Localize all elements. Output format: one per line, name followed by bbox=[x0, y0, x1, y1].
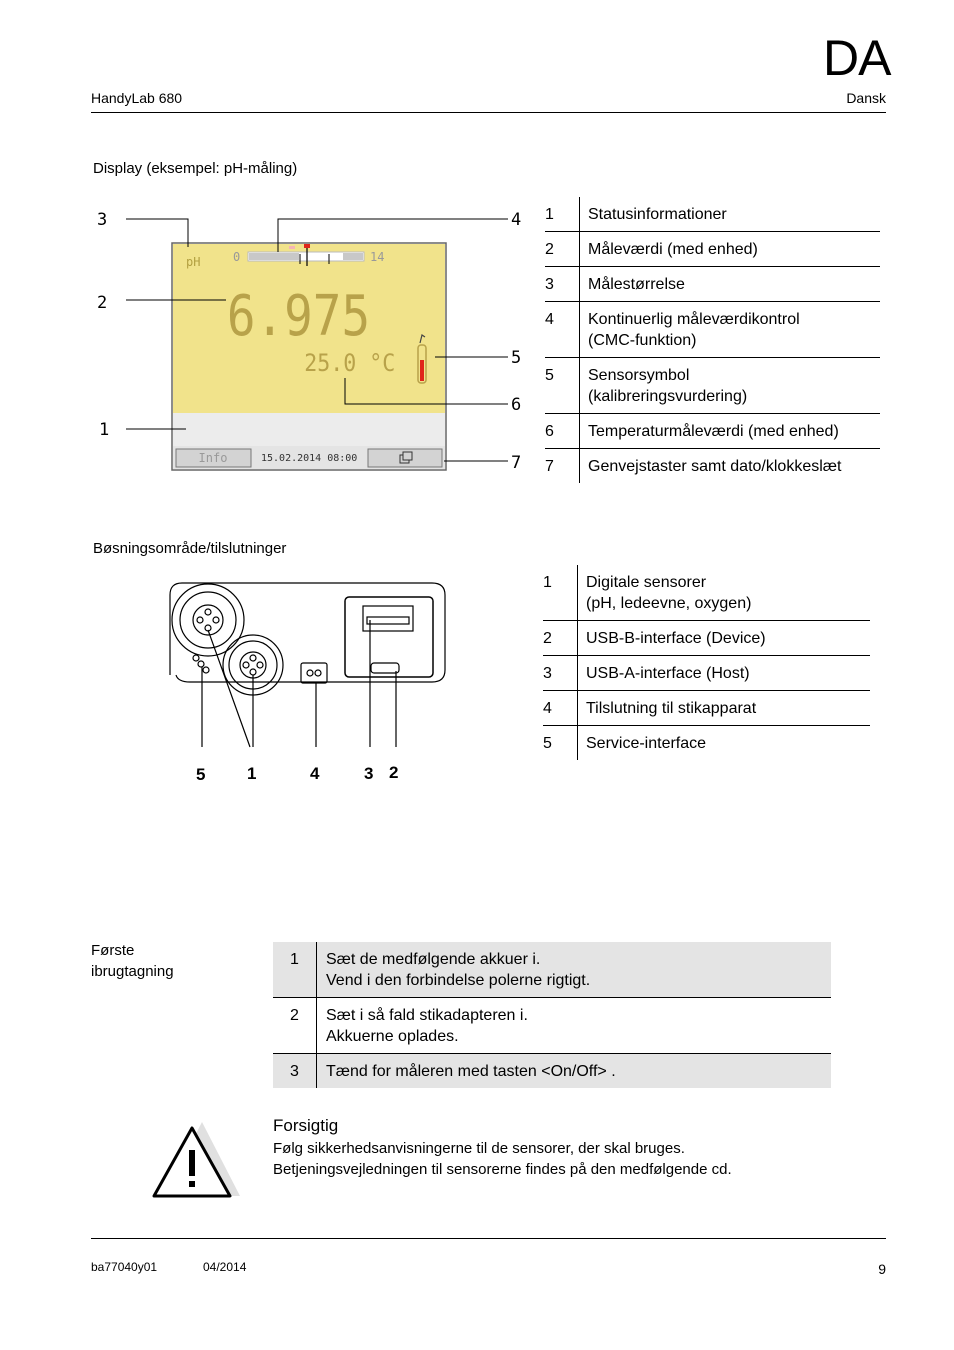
service-interface bbox=[193, 655, 209, 673]
legend-row: 7 Genvejstaster samt dato/klokkeslæt bbox=[545, 449, 880, 484]
socket-callout-3: 3 bbox=[364, 764, 374, 783]
display-section-title: Display (eksempel: pH-måling) bbox=[93, 160, 298, 177]
scale-max: 14 bbox=[370, 250, 385, 264]
step-row: 1 Sæt de medfølgende akkuer i. Vend i den forbindelse polerne rigtigt. bbox=[273, 942, 831, 998]
legend-row: 1 Statusinformationer bbox=[545, 197, 880, 232]
legend-row: 2 USB-B-interface (Device) bbox=[543, 621, 870, 656]
doc-id: ba77040y01 bbox=[91, 1260, 158, 1274]
socket-legend-table bbox=[543, 565, 870, 760]
callout-6: 6 bbox=[511, 395, 522, 415]
page-number: 9 bbox=[878, 1261, 886, 1277]
screen-main-value: 6.975 bbox=[226, 284, 371, 350]
callout-2: 2 bbox=[97, 293, 108, 313]
legend-row: 2 Måleværdi (med enhed) bbox=[545, 232, 880, 267]
header-rule bbox=[91, 112, 886, 113]
display-diagram bbox=[90, 200, 540, 485]
softkey-info-label: Info bbox=[198, 451, 228, 465]
callout-3: 3 bbox=[97, 210, 108, 230]
step-row: 3 Tænd for måleren med tasten <On/Off> . bbox=[273, 1054, 831, 1089]
legend-row: 4 Tilslutning til stikapparat bbox=[543, 691, 870, 726]
legend-row: 6 Temperaturmåleværdi (med enhed) bbox=[545, 414, 880, 449]
socket-housing bbox=[170, 583, 445, 682]
socket-callout-1: 1 bbox=[247, 764, 257, 783]
screen-param: pH bbox=[186, 255, 201, 269]
footer-rule bbox=[91, 1238, 886, 1239]
language-name: Dansk bbox=[846, 90, 886, 106]
socket-callout-4: 4 bbox=[310, 764, 320, 783]
language-code: DA bbox=[823, 30, 891, 86]
warning-triangle-icon bbox=[150, 1120, 242, 1200]
socket-section-title: Bøsningsområde/tilslutninger bbox=[93, 540, 287, 557]
first-use-title: Første ibrugtagning bbox=[91, 942, 174, 980]
on-off-key: <On/Off> bbox=[541, 1063, 607, 1080]
sensor-socket-1 bbox=[172, 584, 244, 656]
socket-callout-5: 5 bbox=[196, 765, 206, 784]
usb-b-port bbox=[371, 663, 399, 673]
screen-status-area bbox=[173, 413, 445, 446]
legend-row: 4 Kontinuerlig måleværdikontrol (CMC-funktion) bbox=[545, 302, 880, 358]
doc-date: 04/2014 bbox=[203, 1260, 247, 1274]
legend-row: 3 USB-A-interface (Host) bbox=[543, 656, 870, 691]
first-use-steps bbox=[273, 942, 831, 1088]
legend-row: 3 Målestørrelse bbox=[545, 267, 880, 302]
usb-area bbox=[345, 597, 433, 677]
callout-7: 7 bbox=[511, 453, 522, 473]
warning-body: Følg sikkerhedsanvisningerne til de sensorer, der skal bruges. Betjeningsvejledningen til sensorerne findes på den medfølgende cd. bbox=[273, 1140, 732, 1178]
step-row: 2 Sæt i så fald stikadapteren i. Akkuerne oplades. bbox=[273, 998, 831, 1054]
power-connector bbox=[301, 663, 327, 683]
display-legend-table bbox=[545, 197, 880, 483]
socket-callout-2: 2 bbox=[389, 763, 399, 782]
product-name: HandyLab 680 bbox=[91, 90, 183, 106]
callout-4: 4 bbox=[511, 210, 522, 230]
legend-row: 5 Service-interface bbox=[543, 726, 870, 761]
screen-temperature: 25.0 °C bbox=[304, 349, 396, 378]
cmc-marker bbox=[304, 244, 310, 248]
callout-1: 1 bbox=[99, 420, 110, 440]
screen-date-time: 15.02.2014 08:00 bbox=[261, 453, 358, 464]
scale-min: 0 bbox=[233, 250, 241, 264]
warning-title: Forsigtig bbox=[273, 1116, 339, 1135]
socket-diagram bbox=[160, 575, 460, 790]
legend-row: 5 Sensorsymbol (kalibreringsvurdering) bbox=[545, 358, 880, 414]
callout-5: 5 bbox=[511, 348, 522, 368]
legend-row: 1 Digitale sensorer (pH, ledeevne, oxygen) bbox=[543, 565, 870, 621]
